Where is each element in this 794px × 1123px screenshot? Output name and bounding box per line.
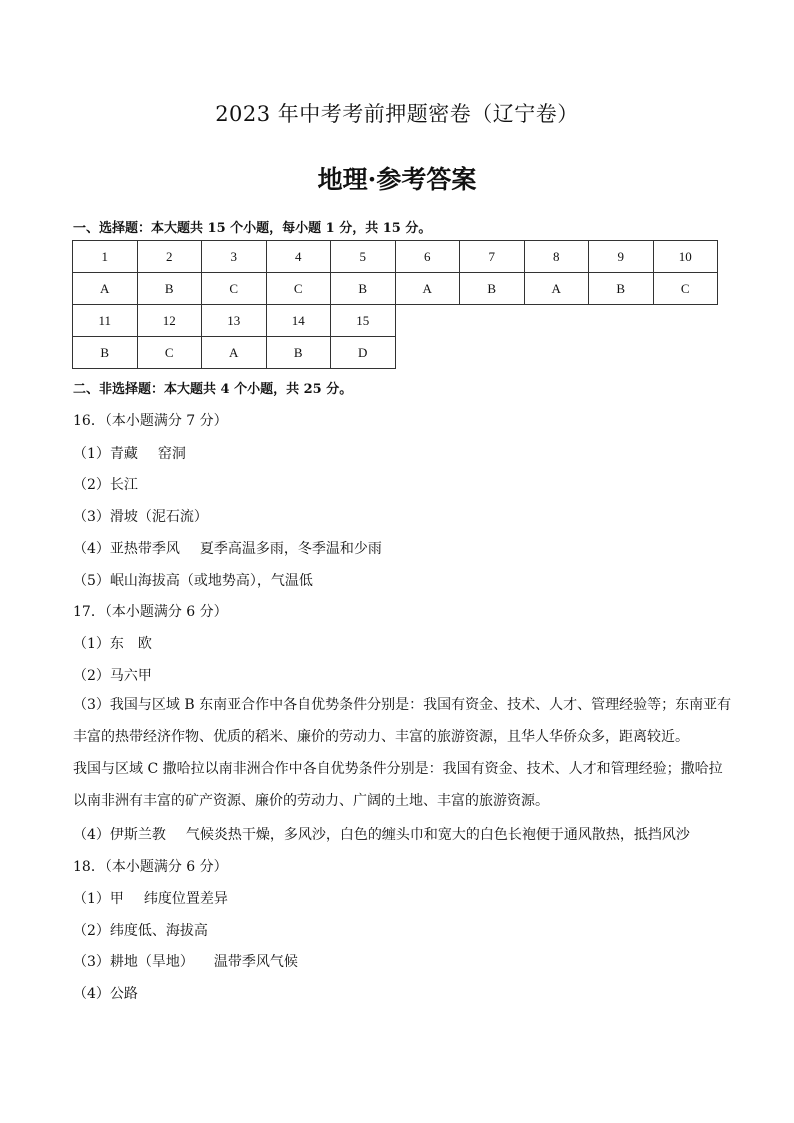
- answer-text: 窑洞: [157, 446, 186, 462]
- page-subtitle: 地理·参考答案: [317, 165, 477, 194]
- table-row: [73, 337, 718, 369]
- table-row: [73, 273, 718, 305]
- answer-18-1: [73, 888, 733, 908]
- answer-17-3-part2: 我国与区域 C 撒哈拉以南非洲合作中各自优势条件分别是：我国有资金、技术、人才和管理经验；撒哈拉以南非洲有丰富的矿产资源、廉价的劳动力、广阔的土地、丰富的旅游资源。: [73, 761, 723, 809]
- answer-cell: C: [266, 273, 331, 305]
- question-17-title: 17．（本小题满分 6 分）: [73, 604, 228, 620]
- answer-cell: A: [202, 337, 267, 369]
- table-row: [73, 241, 718, 273]
- empty-cell: [460, 305, 525, 337]
- empty-cell: [460, 337, 525, 369]
- empty-cell: [395, 337, 460, 369]
- answer-cell: B: [331, 273, 396, 305]
- answer-cell: D: [331, 337, 396, 369]
- question-number-cell: 14: [266, 305, 331, 337]
- answer-cell: A: [395, 273, 460, 305]
- answer-text: 气候炎热干燥，多风沙，白色的缠头巾和宽大的白色长袍便于通风散热，抵挡风沙: [185, 827, 690, 843]
- table-row: [73, 305, 718, 337]
- section1-heading: 一、选择题：本大题共 15 个小题，每小题 1 分，共 15 分。: [73, 221, 432, 236]
- empty-cell: [653, 337, 718, 369]
- question-number-cell: 11: [73, 305, 138, 337]
- answer-cell: B: [137, 273, 202, 305]
- question-number-cell: 4: [266, 241, 331, 273]
- answer-text: （1）青藏: [73, 446, 138, 462]
- answer-text: （4）伊斯兰教: [73, 827, 166, 843]
- answer-17-3-part1: （3）我国与区域 B 东南亚合作中各自优势条件分别是：我国有资金、技术、人才、管理经验等；东南亚有丰富的热带经济作物、优质的稻米、廉价的劳动力、丰富的旅游资源，且华人华侨众多，距离较近。: [73, 697, 732, 745]
- question-number-cell: 6: [395, 241, 460, 273]
- answer-text: （3）耕地（旱地）: [73, 954, 194, 970]
- answer-16-1: [73, 443, 733, 463]
- question-number-cell: 7: [460, 241, 525, 273]
- empty-cell: [653, 305, 718, 337]
- question-number-cell: 10: [653, 241, 718, 273]
- answer-text: 温带季风气候: [213, 954, 298, 970]
- empty-cell: [589, 337, 654, 369]
- empty-cell: [395, 305, 460, 337]
- question-number-cell: 8: [524, 241, 589, 273]
- answer-cell: A: [524, 273, 589, 305]
- answer-cell: C: [137, 337, 202, 369]
- section2-heading: 二、非选择题：本大题共 4 个小题，共 25 分。: [73, 382, 353, 397]
- answer-18-4: （4）公路: [73, 986, 138, 1002]
- answer-17-4: [73, 824, 733, 844]
- answer-16-4: [73, 538, 733, 558]
- empty-cell: [524, 337, 589, 369]
- question-number-cell: 5: [331, 241, 396, 273]
- answer-cell: B: [73, 337, 138, 369]
- answer-cell: A: [73, 273, 138, 305]
- answer-cell: C: [202, 273, 267, 305]
- answer-18-2: （2）纬度低、海拔高: [73, 923, 208, 939]
- answer-16-3: （3）滑坡（泥石流）: [73, 509, 208, 525]
- answer-cell: C: [653, 273, 718, 305]
- answer-18-3: [73, 951, 733, 971]
- question-number-cell: 3: [202, 241, 267, 273]
- question-number-cell: 1: [73, 241, 138, 273]
- question-number-cell: 12: [137, 305, 202, 337]
- question-18-title: 18．（本小题满分 6 分）: [73, 859, 228, 875]
- answer-16-5: （5）岷山海拔高（或地势高），气温低: [73, 573, 313, 589]
- question-number-cell: 2: [137, 241, 202, 273]
- answer-16-2: （2）长江: [73, 477, 138, 493]
- answer-17-1: （1）东 欧: [73, 636, 152, 652]
- answer-text: （1）甲: [73, 891, 124, 907]
- question-number-cell: 13: [202, 305, 267, 337]
- question-number-cell: 9: [589, 241, 654, 273]
- question-16-title: 16．（本小题满分 7 分）: [73, 413, 228, 429]
- answer-text: 纬度位置差异: [143, 891, 228, 907]
- answer-text: （4）亚热带季风: [73, 541, 180, 557]
- answer-cell: B: [266, 337, 331, 369]
- answer-cell: B: [589, 273, 654, 305]
- page-title: 2023 年中考考前押题密卷（辽宁卷）: [215, 102, 579, 126]
- empty-cell: [524, 305, 589, 337]
- empty-cell: [589, 305, 654, 337]
- answer-17-2: （2）马六甲: [73, 668, 152, 684]
- answer-text: 夏季高温多雨，冬季温和少雨: [199, 541, 382, 557]
- answer-cell: B: [460, 273, 525, 305]
- question-number-cell: 15: [331, 305, 396, 337]
- answer-table: [72, 240, 718, 369]
